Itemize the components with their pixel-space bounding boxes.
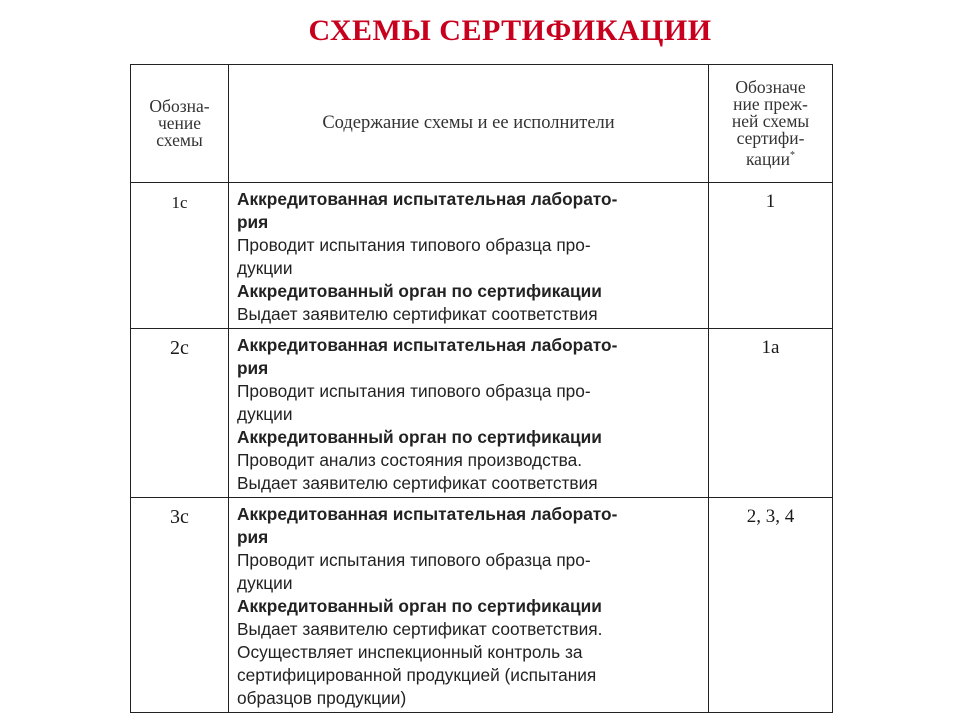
header-previous-scheme-line <box>709 147 832 168</box>
header-previous-scheme-line: сертифи- <box>736 128 805 149</box>
certification-schemes-table <box>130 64 833 713</box>
scheme-content-cell <box>229 329 709 498</box>
header-scheme-code-line: схемы <box>156 130 203 150</box>
content-line: Проводит испытания типового образца про- <box>237 550 591 570</box>
content-line: Проводит испытания типового образца про- <box>237 235 591 255</box>
scheme-code-cell: 2с <box>131 329 229 498</box>
content-line: образцов продукции) <box>237 688 407 708</box>
scheme-code-cell: 3с <box>131 498 229 713</box>
header-scheme-code-line: Обозна- <box>149 96 210 116</box>
content-line: Аккредитованный орган по сертификации <box>237 281 602 301</box>
table-header-row <box>131 65 833 183</box>
content-line: Аккредитованная испытательная лаборато- <box>237 189 618 209</box>
content-line: дукции <box>237 258 293 278</box>
content-line: рия <box>237 527 269 547</box>
content-line: Аккредитованная испытательная лаборато- <box>237 504 618 524</box>
content-line: рия <box>237 212 269 232</box>
previous-scheme-cell: 2, 3, 4 <box>709 498 833 713</box>
content-line: рия <box>237 358 269 378</box>
content-line: Выдает заявителю сертификат соответствия <box>237 473 598 493</box>
content-line: Выдает заявителю сертификат соответствия <box>237 304 598 324</box>
scheme-content-cell <box>229 498 709 713</box>
table-row <box>131 329 833 498</box>
footnote-mark: * <box>790 150 796 162</box>
content-line: Проводит анализ состояния производства. <box>237 450 583 470</box>
table-row <box>131 183 833 329</box>
content-line: Осуществляет инспекционный контроль за <box>237 642 583 662</box>
header-scheme-content: Содержание схемы и ее исполнители <box>229 65 709 183</box>
scheme-code-cell: 1с <box>131 183 229 329</box>
page-title: СХЕМЫ СЕРТИФИКАЦИИ <box>308 14 712 47</box>
header-previous-scheme-line: ние преж- <box>733 94 808 115</box>
content-line: сертифицированной продукцией (испытания <box>237 665 597 685</box>
content-line: Аккредитованный орган по сертификации <box>237 596 602 616</box>
previous-scheme-cell: 1 <box>709 183 833 329</box>
content-line: Проводит испытания типового образца про- <box>237 381 591 401</box>
content-line: дукции <box>237 404 293 424</box>
content-line: Аккредитованная испытательная лаборато- <box>237 335 618 355</box>
scheme-content-cell <box>229 183 709 329</box>
header-scheme-code <box>131 65 229 183</box>
header-previous-scheme-line: Обозначе <box>735 77 806 98</box>
header-previous-scheme <box>709 65 833 183</box>
previous-scheme-cell: 1а <box>709 329 833 498</box>
header-previous-scheme-line: ней схемы <box>731 111 810 132</box>
content-line: дукции <box>237 573 293 593</box>
table-row <box>131 498 833 713</box>
content-line: Аккредитованный орган по сертификации <box>237 427 602 447</box>
header-scheme-code-line: чение <box>157 113 202 133</box>
content-line: Выдает заявителю сертификат соответствия. <box>237 619 603 639</box>
header-previous-scheme-last: кации <box>745 148 791 169</box>
